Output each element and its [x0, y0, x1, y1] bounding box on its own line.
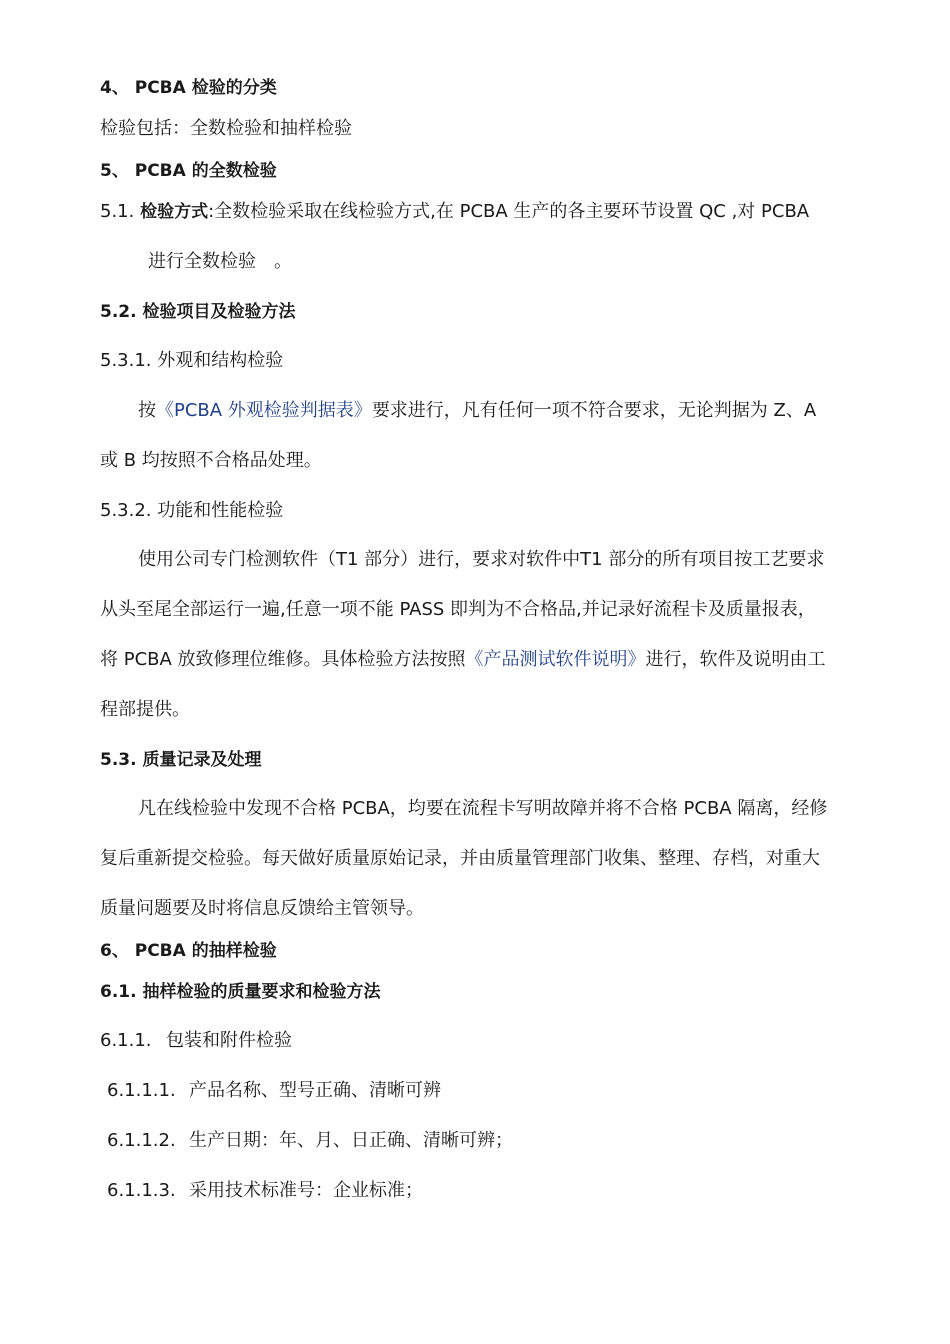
section-6-1-1-title: 包装和附件检验 [166, 1030, 292, 1051]
heading-4: 4、 PCBA 检验的分类 [100, 78, 277, 98]
section-5-3-1-line-1 [138, 398, 866, 424]
section-5-3-line-3: 质量问题要及时将信息反馈给主管领导。 [100, 898, 424, 919]
item-number: 6.1.1.2. [107, 1130, 176, 1151]
paragraph-4: 检验包括：全数检验和抽样检验 [100, 118, 352, 139]
section-5-3-2-line-3 [100, 647, 866, 673]
section-5-3-line-2: 复后重新提交检验。每天做好质量原始记录，并由质量管理部门收集、整理、存档，对重大 [100, 848, 820, 869]
item-number: 6.1.1.3. [107, 1180, 176, 1201]
section-5-3-2-line-3-pre: 将 PCBA 放致修理位维修。具体检验方法按照 [100, 649, 466, 670]
item-6-1-1-1 [107, 1078, 873, 1104]
item-6-1-1-2 [107, 1128, 873, 1154]
section-5-1-number: 5.1. [100, 201, 135, 222]
section-5-1 [100, 199, 866, 225]
section-5-3-1-post: 要求进行，凡有任何一项不符合要求，无论判据为 Z、A [371, 400, 817, 421]
section-5-1-text: :全数检验采取在线检验方式,在 PCBA 生产的各主要环节设置 QC ,对 PCBA [208, 201, 810, 222]
section-5-3-2-title: 5.3.2. 功能和性能检验 [100, 500, 284, 521]
item-text: 采用技术标准号：企业标准； [189, 1180, 423, 1201]
section-5-3-line-1: 凡在线检验中发现不合格 PCBA，均要在流程卡写明故障并将不合格 PCBA 隔离，经修 [138, 798, 828, 819]
section-5-1-label: 检验方式 [140, 202, 209, 222]
section-5-1-continuation: 进行全数检验 。 [148, 251, 292, 272]
heading-5: 5、 PCBA 的全数检验 [100, 161, 277, 181]
heading-5-2: 5.2. 检验项目及检验方法 [100, 302, 296, 322]
item-text: 产品名称、型号正确、清晰可辨 [189, 1080, 441, 1101]
section-5-3-2-line-1: 使用公司专门检测软件（T1 部分）进行，要求对软件中T1 部分的所有项目按工艺要求 [138, 549, 825, 570]
section-6-1-1 [100, 1028, 866, 1054]
test-software-manual-link[interactable]: 《产品测试软件说明》 [465, 649, 646, 670]
section-6-1-1-number: 6.1.1. [100, 1030, 152, 1051]
section-5-3-2-line-3-post: 进行，软件及说明由工 [645, 649, 826, 670]
section-5-3-1-line-2: 或 B 均按照不合格品处理。 [100, 450, 322, 471]
section-5-3-1-title: 5.3.1. 外观和结构检验 [100, 350, 284, 371]
heading-5-3: 5.3. 质量记录及处理 [100, 750, 262, 770]
pcba-inspection-criteria-link[interactable]: 《PCBA 外观检验判据表》 [156, 400, 372, 421]
heading-6-1: 6.1. 抽样检验的质量要求和检验方法 [100, 982, 381, 1002]
item-6-1-1-3 [107, 1178, 873, 1204]
section-5-3-2-line-4: 程部提供。 [100, 699, 190, 720]
item-text: 生产日期：年、月、日正确、清晰可辨； [189, 1130, 513, 1151]
section-5-3-1-pre: 按 [138, 400, 156, 421]
section-5-3-2-line-2: 从头至尾全部运行一遍,任意一项不能 PASS 即判为不合格品,并记录好流程卡及质量报表， [100, 599, 816, 620]
item-number: 6.1.1.1. [107, 1080, 176, 1101]
heading-6: 6、 PCBA 的抽样检验 [100, 941, 277, 961]
